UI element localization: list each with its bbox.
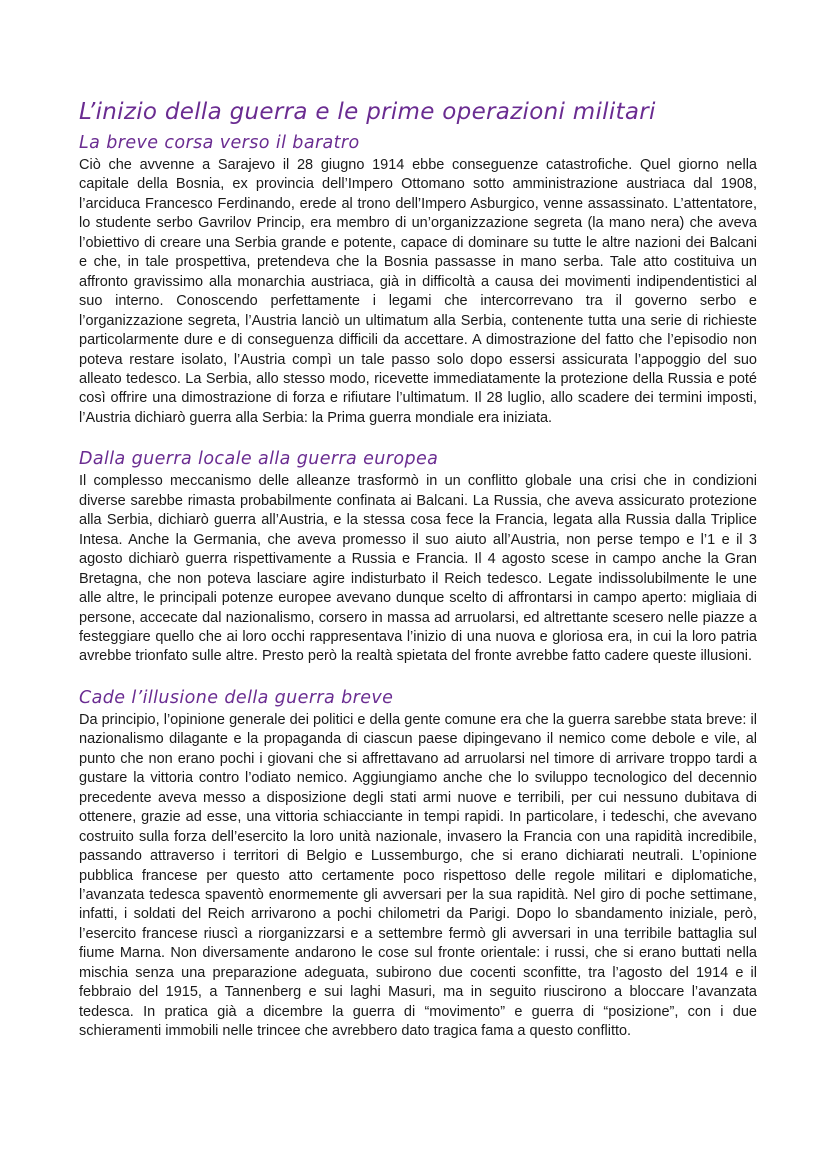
section-heading-guerra-europea: Dalla guerra locale alla guerra europea bbox=[79, 449, 439, 470]
section-paragraph-guerra-europea: Il complesso meccanismo delle alleanze trasformò in un conflitto globale una crisi che in condizioni diverse sarebbe rimasta probabilmente confinata ai Balcani. La Russia, che aveva assicurato protezione alla Serbia, dichiarò guerra all’Austria, e la stessa cosa fece la Francia, legata alla Russia dalla Triplice Intesa. Anche la Germania, che aveva promesso il suo aiuto all’Austria, non perse tempo e l’1 e il 3 agosto dichiarò guerra rispettivamente a Russia e Francia. Il 4 agosto scese in campo anche la Gran Bretagna, che non poteva lasciare agire indisturbato il Reich tedesco. Legate indissolubilmente le une alle altre, le principali potenze europee avevano dunque scelto di affrontarsi in campo aperto: migliaia di persone, accecate dal nazionalismo, corsero in massa ad arruolarsi, ed altrettante scesero nelle piazze a festeggiare quello che ai loro occhi rappresentava l’inizio di una nuova e gloriosa era, in cui la loro patria avrebbe trionfato sulle altre. Presto però la realtà spietata del fronte avrebbe fatto cadere queste illusioni. bbox=[79, 473, 757, 665]
section-heading-guerra-breve: Cade l’illusione della guerra breve bbox=[79, 687, 394, 708]
page-title: L’inizio della guerra e le prime operazioni militari bbox=[79, 99, 656, 125]
section-paragraph-guerra-breve: Da principio, l’opinione generale dei politici e della gente comune era che la guerra sarebbe stata breve: il nazionalismo dilagante e la propaganda di ciascun paese dipingevano il nemico come debole e vile, al punto che non erano pochi i giovani che si affrettavano ad arruolarsi nel timore di arrivare troppo tardi a gustare la vittoria contro l’odiato nemico. Aggiungiamo anche che lo sviluppo tecnologico del decennio precedente aveva messo a disposizione degli stati armi nuove e terribili, per cui nessuno dubitava di ottenere, grazie ad esse, una vittoria schiacciante in tempi rapidi. In particolare, i tedeschi, che avevano costruito sulla forza dell’esercito la loro unità nazionale, invasero la Francia con una rapidità incredibile, passando attraverso i territori di Belgio e Lussemburgo, che si erano dichiarati neutrali. L’opinione pubblica francese per questo atto certamente poco rispettoso delle regole militari e diplomatiche, l’avanzata tedesca spaventò enormemente gli avversari per la sua rapidità. Nel giro di poche settimane, infatti, i soldati del Reich arrivarono a pochi chilometri da Parigi. Dopo lo sbandamento iniziale, però, l’esercito francese riuscì a riorganizzarsi e a settembre fermò gli avversari in una terribile battaglia sul fiume Marna. Non diversamente andarono le cose sul fronte orientale: i russi, che si erano buttati nella mischia senza una preparazione adeguata, subirono due cocenti sconfitte, tra l’agosto del 1914 e il febbraio del 1915, a Tannenberg e sui laghi Masuri, ma in seguito riuscirono a bloccare l’avanzata tedesca. In pratica già a dicembre la guerra di “movimento” e guerra di “posizione”, con i due schieramenti immobili nelle trincee che avrebbero dato tragica fama a questo conflitto. bbox=[79, 711, 757, 1040]
section-heading-breve-corsa: La breve corsa verso il baratro bbox=[79, 133, 360, 153]
section-paragraph-breve-corsa: Ciò che avvenne a Sarajevo il 28 giugno 1914 ebbe conseguenze catastrofiche. Quel giorno nella capitale della Bosnia, ex provincia dell’Impero Ottomano sotto amministrazione austriaca dal 1908, l’arciduca Francesco Ferdinando, erede al trono dell’Impero Asburgico, venne assassinato. L’attentatore, lo studente serbo Gavrilov Princip, era membro di un’organizzazione segreta (la mano nera) che aveva l’obiettivo di creare una Serbia grande e potente, capace di dominare su tutte le altre nazioni dei Balcani e che, in tale prospettiva, pretendeva che la Bosnia passasse in mano serba. Tale atto costituiva un affronto gravissimo alla monarchia austriaca, già in difficoltà a causa dei movimenti indipendentistici al suo interno. Conoscendo perfettamente i legami che intercorrevano tra il governo serbo e l’organizzazione segreta, l’Austria lanciò un ultimatum alla Serbia, contenente tutta una serie di richieste particolarmente dure e di conseguenza difficili da accettare. A dimostrazione del fatto che l’episodio non poteva restare isolato, l’Austria compì un tale passo solo dopo essersi assicurata l’appoggio del suo alleato tedesco. La Serbia, allo stesso modo, ricevette immediatamente la protezione della Russia e poté così offrire una dimostrazione di forza e rifiutare l’ultimatum. Il 28 luglio, allo scadere dei termini imposti, l’Austria dichiarò guerra alla Serbia: la Prima guerra mondiale era iniziata. bbox=[79, 157, 757, 426]
